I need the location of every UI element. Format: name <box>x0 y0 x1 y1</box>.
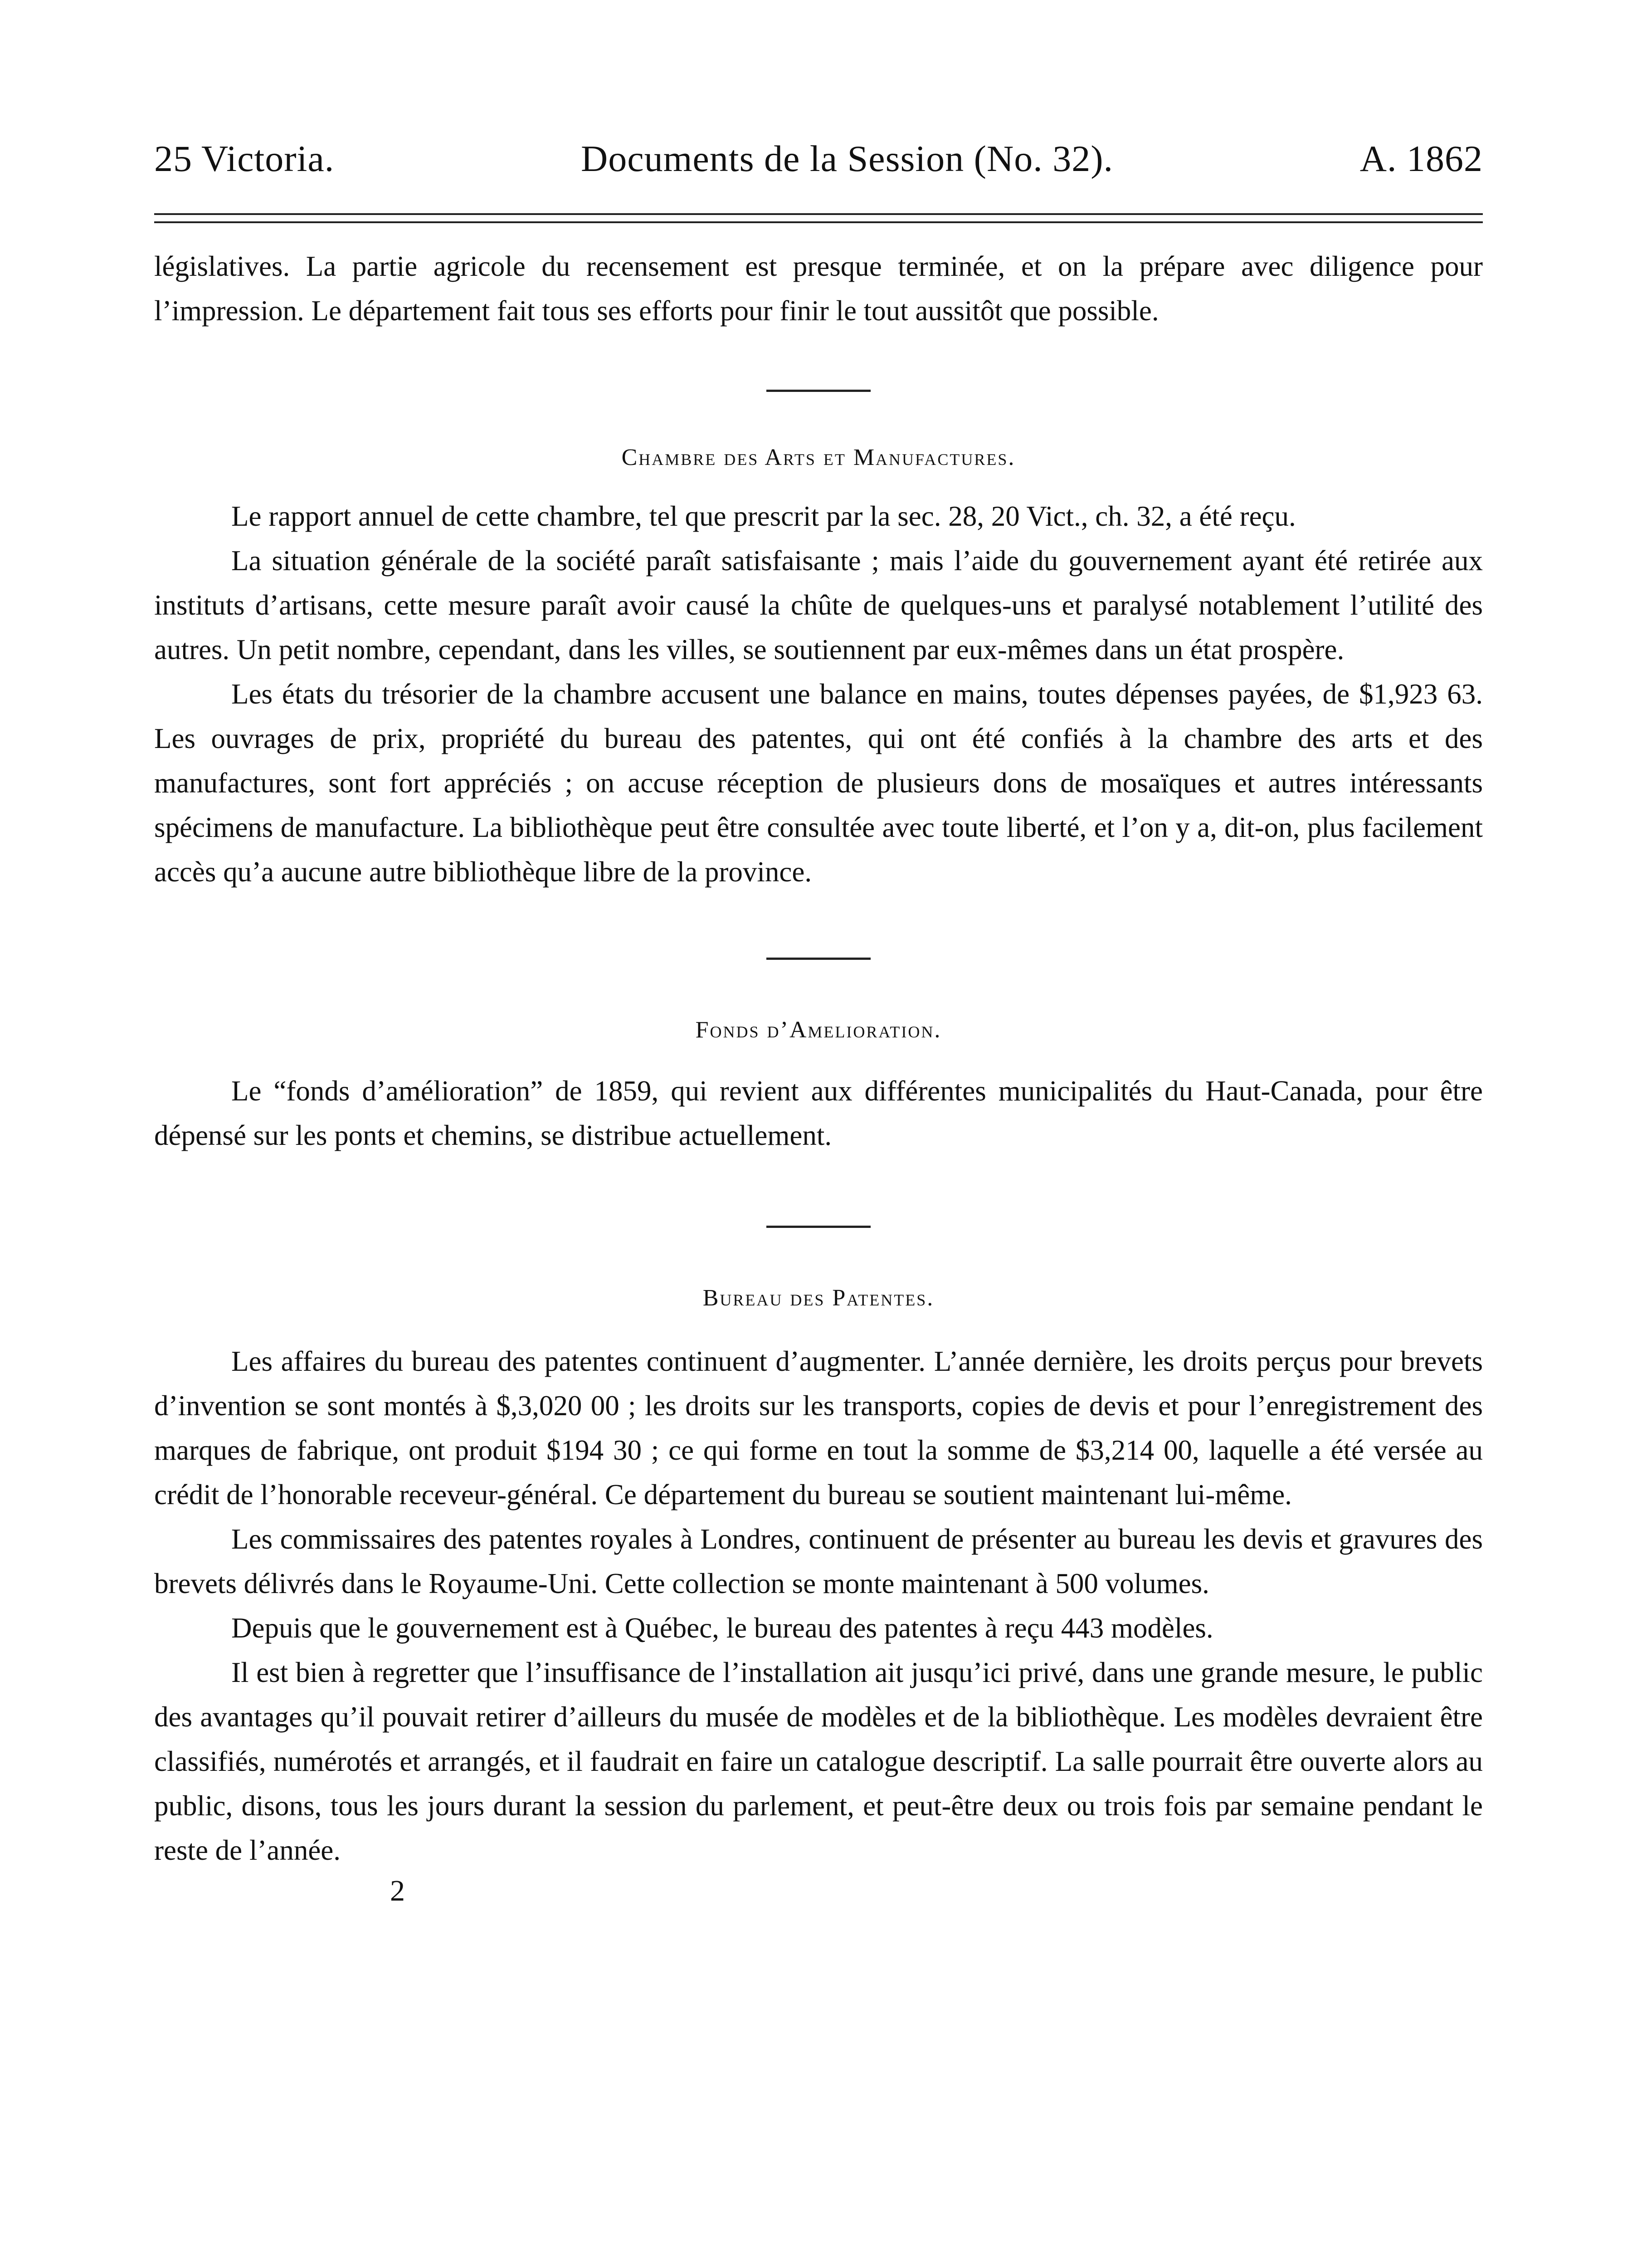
header-year: A. 1862 <box>1359 138 1483 179</box>
header-volume: 25 Victoria. <box>154 138 335 179</box>
paragraph: Il est bien à regretter que l’insuffisance de l’installation ait jusqu’ici privé, dans une grande mesure, le public des avantages qu’il pouvait retirer d’ailleurs du musée de modèles et de la bibliothèque. Les modèles devraient être classifiés, numérotés et arrangés, et il faudrait en faire un catalogue descriptif. La salle pourrait être ouverte alors au public, disons, tous les jours durant la session du parlement, et peut-être deux ou trois fois par semaine pendant le reste de l’année. <box>154 1657 1483 1866</box>
intro-paragraph: législatives. La partie agricole du recensement est presque terminée, et on la prépare avec diligence pour l’impression. Le département fait tous ses efforts pour finir le tout aussitôt que possible. <box>154 250 1483 327</box>
paragraph: Le rapport annuel de cette chambre, tel que prescrit par la sec. 28, 20 Vict., ch. 32, a été reçu. <box>231 500 1296 532</box>
section-divider <box>766 958 871 960</box>
paragraph: Le “fonds d’amélioration” de 1859, qui revient aux différentes municipalités du Haut-Canada, pour être dépensé sur les ponts et chemins, se distribue actuellement. <box>154 1075 1483 1151</box>
section-heading-chambre-des-arts: Chambre des Arts et Manufactures. <box>621 445 1016 470</box>
paragraph: Les commissaires des patentes royales à Londres, continuent de présenter au bureau les devis et gravures des brevets délivrés dans le Royaume-Uni. Cette collection se monte maintenant à 500 volumes. <box>154 1523 1483 1599</box>
section-heading-bureau-des-patentes: Bureau des Patentes. <box>702 1285 935 1311</box>
body-text <box>154 244 1483 1872</box>
section-heading-fonds-amelioration: Fonds d’Amelioration. <box>695 1017 942 1043</box>
paragraph: Les affaires du bureau des patentes continuent d’augmenter. L’année dernière, les droits perçus pour brevets d’invention se sont montés à $,3,020 00 ; les droits sur les transports, copies de devis et pour l’enregistrement des marques de fabrique, ont produit $194 30 ; ce qui forme en tout la somme de $3,214 00, laquelle a été versée au crédit de l’honorable receveur-général. Ce département du bureau se soutient maintenant lui-même. <box>154 1345 1483 1510</box>
paragraph: La situation générale de la société paraît satisfaisante ; mais l’aide du gouvernement ayant été retirée aux instituts d’artisans, cette mesure paraît avoir causé la chûte de quelques-uns et paralysé notablement l’utilité des autres. Un petit nombre, cependant, dans les villes, se soutiennent par eux-mêmes dans un état prospère. <box>154 545 1483 665</box>
document-page <box>154 136 1483 1911</box>
page-number: 2 <box>390 1874 405 1907</box>
section-divider <box>766 1226 871 1228</box>
paragraph: Depuis que le gouvernement est à Québec, le bureau des patentes à reçu 443 modèles. <box>231 1612 1213 1644</box>
header-double-rule <box>154 213 1483 223</box>
running-header <box>154 136 1483 181</box>
paragraph: Les états du trésorier de la chambre accusent une balance en mains, toutes dépenses payées, de $1,923 63. Les ouvrages de prix, propriété du bureau des patentes, qui ont été confiés à la chambre des arts et des manufactures, sont fort appréciés ; on accuse réception de plusieurs dons de mosaïques et autres intéressants spécimens de manufacture. La bibliothèque peut être consultée avec toute liberté, et l’on y a, dit-on, plus facilement accès qu’a aucune autre bibliothèque libre de la province. <box>154 678 1483 888</box>
section-divider <box>766 390 871 392</box>
header-title: Documents de la Session (No. 32). <box>581 138 1114 179</box>
